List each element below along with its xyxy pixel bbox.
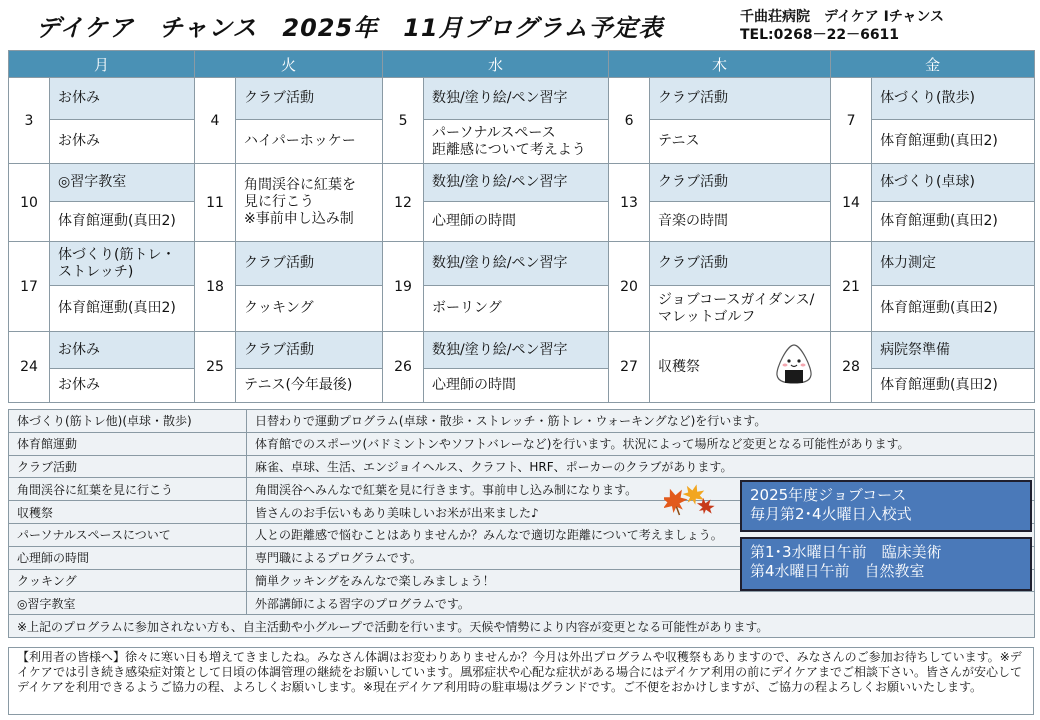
description-text: 専門職によるプログラムです。	[247, 546, 1035, 569]
program-cell-merged	[236, 164, 383, 242]
job-course-info-box	[740, 480, 1032, 532]
description-name: 心理師の時間	[9, 546, 247, 569]
program-cell: ボーリング	[424, 286, 609, 332]
date-cell: 14	[831, 164, 872, 242]
date-cell: 5	[383, 78, 424, 164]
program-cell: 数独/塗り絵/ペン習字	[424, 242, 609, 286]
program-cell-merged	[650, 332, 831, 403]
date-cell: 7	[831, 78, 872, 164]
description-text: 体育館でのスポーツ(バドミントンやソフトバレーなど)を行います。状況によって場所など変更となる可能性があります。	[247, 432, 1035, 455]
date-cell: 3	[9, 78, 50, 164]
program-cell: 体育館運動(真田2)	[872, 120, 1035, 164]
description-name: パーソナルスペースについて	[9, 523, 247, 546]
description-name: クッキング	[9, 569, 247, 592]
clinic-tel: TEL:0268－22－6611	[740, 27, 900, 43]
program-cell: クラブ活動	[650, 78, 831, 120]
program-cell: お休み	[50, 120, 195, 164]
program-cell: ハイパーホッケー	[236, 120, 383, 164]
program-cell: 心理師の時間	[424, 202, 609, 242]
description-name: クラブ活動	[9, 455, 247, 478]
program-cell: 数独/塗り絵/ペン習字	[424, 78, 609, 120]
date-cell: 17	[9, 242, 50, 332]
program-cell: ◎習字教室	[50, 164, 195, 202]
description-name: 体育館運動	[9, 432, 247, 455]
program-label: 収穫祭	[658, 358, 701, 375]
date-cell: 26	[383, 332, 424, 403]
date-cell: 13	[609, 164, 650, 242]
day-header-mon: 月	[9, 51, 195, 78]
program-cell: テニス(今年最後)	[236, 369, 383, 403]
date-cell: 27	[609, 332, 650, 403]
program-cell: クラブ活動	[236, 78, 383, 120]
day-header-tue: 火	[195, 51, 383, 78]
program-cell: 体づくり(散歩)	[872, 78, 1035, 120]
program-cell: 体づくり(卓球)	[872, 164, 1035, 202]
program-cell: パーソナルスペース 距離感について考えよう	[424, 120, 609, 164]
program-cell: クッキング	[236, 286, 383, 332]
date-cell: 12	[383, 164, 424, 242]
program-cell: ジョブコースガイダンス/ マレットゴルフ	[650, 286, 831, 332]
clinic-name: 千曲荘病院 デイケア Iチャンス	[740, 9, 944, 25]
description-text: 外部講師による習字のプログラムです。	[247, 592, 1035, 615]
job-course-line1: 2025年度ジョブコース	[750, 486, 907, 504]
program-cell: 体育館運動(真田2)	[50, 202, 195, 242]
program-cell: 数独/塗り絵/ペン習字	[424, 332, 609, 369]
clinic-info	[740, 8, 944, 44]
description-name: 体づくり(筋トレ他)(卓球・散歩)	[9, 410, 247, 433]
date-cell: 25	[195, 332, 236, 403]
maple-leaf-icon	[664, 480, 716, 524]
program-cell: 数独/塗り絵/ペン習字	[424, 164, 609, 202]
job-course-line2: 毎月第2･4火曜日入校式	[750, 505, 912, 523]
description-text: 角間渓谷へみんなで紅葉を見に行きます。事前申し込み制になります。	[247, 478, 1035, 501]
date-cell: 4	[195, 78, 236, 164]
program-cell: お休み	[50, 369, 195, 403]
program-cell: 体育館運動(真田2)	[50, 286, 195, 332]
description-text: 麻雀、卓球、生活、エンジョイヘルス、クラフト、HRF、ポーカーのクラブがあります。	[247, 455, 1035, 478]
date-cell: 24	[9, 332, 50, 403]
program-cell: クラブ活動	[236, 242, 383, 286]
description-text: 簡単クッキングをみんなで楽しみましょう！	[247, 569, 1035, 592]
wednesday-info-box	[740, 537, 1032, 591]
notice-to-users: 【利用者の皆様へ】徐々に寒い日も増えてきましたね。みなさん体調はお変わりありませんか？今月は外出プログラムや収穫祭もありますので、みなさんのご参加お待ちしています。※デイケアでは引き続き感染症対策として日頃の体調管理の継続をお願いしています。風邪症状や心配な症状がある場合にはデイケア利用の前にデイケアまでご相談下さい。皆さんが安心してデイケアを利用できるようご協力の程、よろしくお願いします。※現在デイケア利用時の駐車場はグランドです。ご不便をおかけしますが、ご協力の程よろしくお願いいたします。	[8, 647, 1034, 715]
program-cell: 体育館運動(真田2)	[872, 369, 1035, 403]
onigiri-icon	[774, 342, 814, 391]
day-header-fri: 金	[831, 51, 1035, 78]
date-cell: 6	[609, 78, 650, 164]
page-title: デイケア チャンス 2025年 11月プログラム予定表	[36, 14, 664, 42]
schedule-table	[8, 50, 1035, 403]
date-cell: 20	[609, 242, 650, 332]
program-cell: お休み	[50, 78, 195, 120]
day-header-wed: 水	[383, 51, 609, 78]
program-cell: 体づくり(筋トレ・ストレッチ)	[50, 242, 195, 286]
description-name: ◎習字教室	[9, 592, 247, 615]
description-name: 収穫祭	[9, 501, 247, 524]
program-cell: 心理師の時間	[424, 369, 609, 403]
day-header-thu: 木	[609, 51, 831, 78]
program-cell: クラブ活動	[650, 242, 831, 286]
date-cell: 18	[195, 242, 236, 332]
description-text: 皆さんのお手伝いもあり美味しいお米が出来ました♪	[247, 501, 1035, 524]
program-cell: 病院祭準備	[872, 332, 1035, 369]
date-cell: 19	[383, 242, 424, 332]
program-cell: 体育館運動(真田2)	[872, 202, 1035, 242]
footnote: ※上記のプログラムに参加されない方も、自主活動や小グループで活動を行います。天候や情勢により内容が変更となる可能性があります。	[9, 615, 1035, 638]
date-cell: 28	[831, 332, 872, 403]
program-cell: テニス	[650, 120, 831, 164]
program-cell: クラブ活動	[650, 164, 831, 202]
program-cell: クラブ活動	[236, 332, 383, 369]
date-cell: 10	[9, 164, 50, 242]
date-cell: 21	[831, 242, 872, 332]
program-cell: お休み	[50, 332, 195, 369]
date-cell: 11	[195, 164, 236, 242]
program-cell: 体力測定	[872, 242, 1035, 286]
description-text: 人との距離感で悩むことはありませんか？みんなで適切な距離について考えましょう。	[247, 523, 1035, 546]
program-cell: 音楽の時間	[650, 202, 831, 242]
program-cell: 体育館運動(真田2)	[872, 286, 1035, 332]
wednesday-info-line1: 第1･3水曜日午前 臨床美術	[750, 543, 942, 561]
program-label: 角間渓谷に紅葉を 見に行こう ※事前申し込み制	[244, 177, 357, 227]
description-text: 日替わりで運動プログラム(卓球・散歩・ストレッチ・筋トレ・ウォーキングなど)を行います。	[247, 410, 1035, 433]
wednesday-info-line2: 第4水曜日午前 自然教室	[750, 562, 925, 580]
description-name: 角間渓谷に紅葉を見に行こう	[9, 478, 247, 501]
